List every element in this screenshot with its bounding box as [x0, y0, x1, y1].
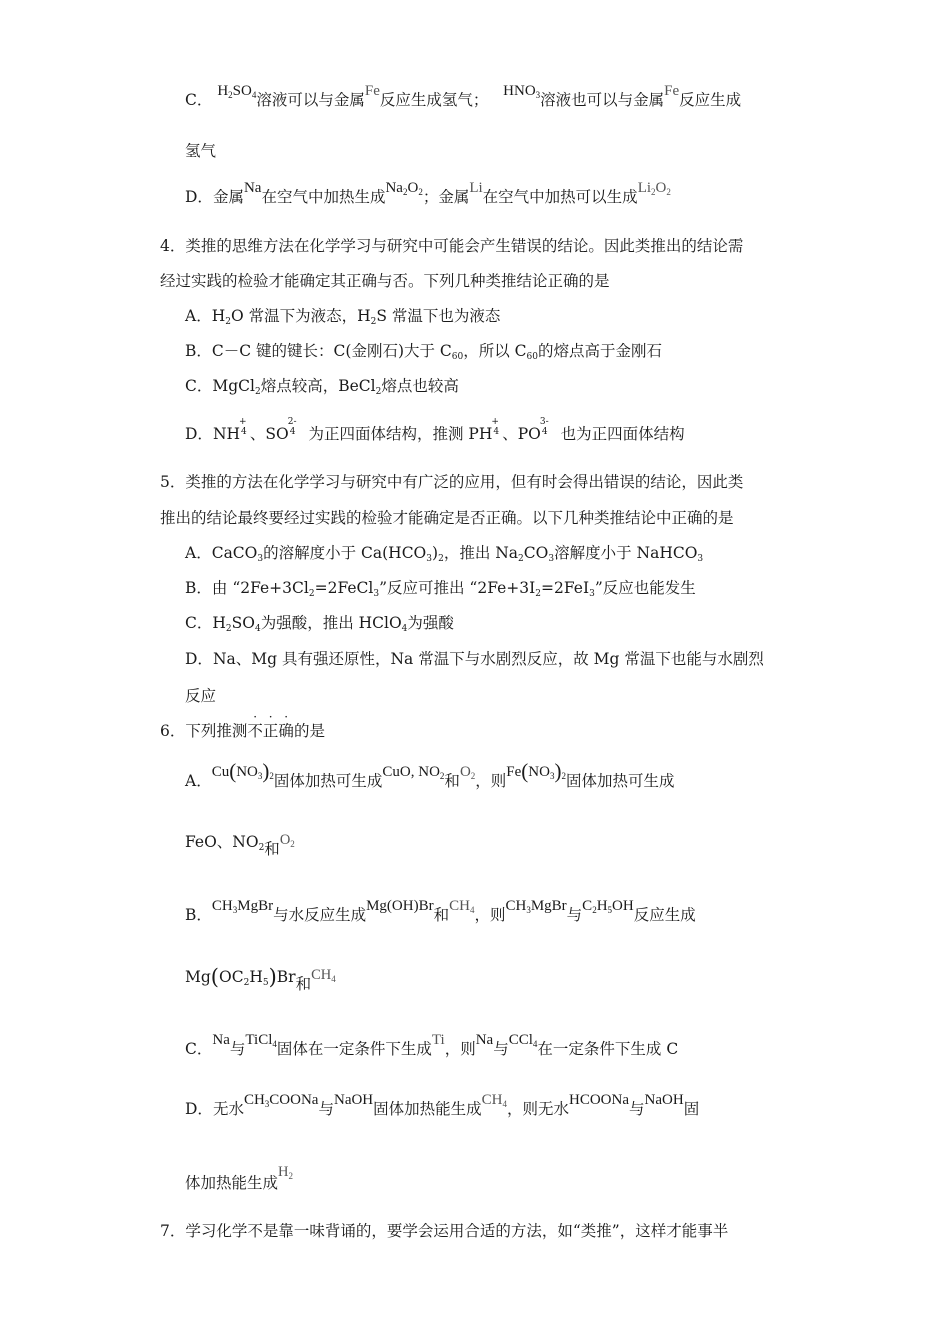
q6-option-a[interactable] [185, 759, 675, 796]
formula-ti: Ti [431, 1032, 445, 1048]
text: 与水反应生成 [273, 906, 367, 924]
formula-na: Na [243, 180, 262, 196]
text: 、 [502, 425, 518, 443]
q4-option-a[interactable]: A．$H_2O$ 常温下为液态，$H_2S$ 常温下也为液态 [185, 307, 501, 327]
formula-ch3coona: $CH_3COONa$ [243, 1092, 319, 1109]
formula-fe-no3-2: $Fe(NO_3)_2$ [506, 759, 566, 783]
text: 与 [318, 1100, 334, 1118]
text: 与 [629, 1100, 645, 1118]
text: 氢气 [185, 142, 217, 160]
text: 、 [249, 425, 266, 443]
ion-nh4: NH + 4 [212, 417, 247, 443]
text: 为正四面体结构，推测 [308, 425, 464, 443]
q5-option-c[interactable]: C．$H_2SO_4$为强酸，推出 HClO$_4$为强酸 [185, 614, 454, 634]
text: 也为正四面体结构 [560, 425, 685, 443]
text: O 常温下为液态，H [230, 307, 371, 325]
option-label: D． [185, 1100, 213, 1118]
text: 固 [683, 1100, 700, 1118]
text: MgCl [212, 377, 255, 395]
formula-li2o2: $Li_2O_2$ [637, 180, 671, 197]
formula-cu-no3-2: $Cu(NO_3)_2$ [211, 759, 274, 783]
q5-option-d[interactable] [185, 649, 764, 669]
formula-naoh: NaOH [644, 1092, 684, 1108]
formula-ticl4: TiCl$_4$ [245, 1032, 277, 1049]
text: ，所以 C [463, 342, 527, 360]
formula-ch3mgbr: $CH_3MgBr$ [211, 898, 274, 915]
formula-ch4: $CH_4$ [481, 1092, 507, 1109]
formula-ch4: $CH_4$ [311, 967, 336, 984]
text: ；金属 [422, 188, 470, 206]
q6-option-d-continued [185, 1164, 293, 1198]
text: ，则 [474, 906, 506, 924]
text: 溶解度小于 NaHCO [554, 544, 698, 562]
formula-c2h5oh: $C_2H_5OH$ [582, 898, 634, 915]
formula-h2: $H_2$ [278, 1164, 293, 1181]
q6-option-b-continued [185, 967, 336, 993]
text: H [212, 614, 226, 632]
text: 为强酸，推出 HClO [260, 614, 402, 632]
formula-fe: Fe [664, 83, 680, 99]
text: FeO、NO [185, 833, 259, 851]
option-label: A． [185, 307, 212, 325]
option-label: D． [185, 188, 213, 206]
option-label: B． [185, 342, 212, 360]
formula-cuo-no2: CuO, $NO_2$ [382, 764, 445, 781]
formula-o2: $O_2$ [279, 832, 295, 849]
q6-option-a-continued: FeO、$NO_2$和$O_2$ [185, 832, 295, 858]
q6-option-c[interactable] [185, 1032, 679, 1064]
formula-hno3: $HNO_3$ [503, 83, 541, 100]
formula-mgohbr: Mg(OH)Br [366, 898, 434, 914]
text: 溶液也可以与金属 [540, 91, 665, 109]
text: 溶液可以与金属 [256, 91, 365, 109]
text: ”反应可推出 “2Fe+3I [379, 579, 536, 597]
text: 在一定条件下生成 C [537, 1040, 679, 1058]
text: ”反应也能发生 [594, 579, 696, 597]
option-label: D． [185, 650, 213, 668]
text: C－C 键的键长：C(金刚石)大于 C [211, 342, 452, 360]
text: ，推出 Na [443, 544, 519, 562]
text: 反应生成氢气； [379, 91, 489, 109]
formula-hcoona: HCOONa [569, 1092, 630, 1108]
text: 和 [264, 840, 280, 858]
text: 反应生成 [633, 906, 696, 924]
option-label: C． [185, 377, 213, 395]
option-label: B． [185, 579, 212, 597]
formula-naoh: NaOH [333, 1092, 374, 1108]
emphasis-char: · 不 [247, 710, 263, 740]
q5-option-d-continued: 反应 [185, 687, 217, 705]
ion-ph4: PH + 4 [468, 417, 500, 443]
text: 和 [444, 772, 460, 790]
emphasis-char: · 正 [262, 710, 279, 740]
q3-option-c[interactable] [185, 83, 742, 115]
formula-mg-oc2h5-br: $Mg(OC_2H_5)Br$ [185, 965, 296, 989]
text: CaCO [211, 544, 258, 562]
formula-na: Na [212, 1032, 230, 1048]
q6-option-b[interactable] [185, 898, 696, 930]
option-label: B． [185, 906, 212, 924]
q7-stem: 7．学习化学不是靠一味背诵的，要学会运用合适的方法，如“类推”，这样才能事半 [160, 1222, 729, 1240]
formula-li: Li [469, 180, 483, 196]
text: SO [231, 614, 255, 632]
text: 反应生成 [679, 91, 742, 109]
text: ，则无水 [507, 1100, 570, 1118]
ion-po4: PO 3- 4 [517, 417, 549, 443]
text: ，则 [444, 1040, 476, 1058]
text: 熔点也较高 [381, 377, 459, 395]
text: 为强酸 [407, 614, 454, 632]
formula-fe: Fe [364, 83, 380, 99]
emphasis-char: · 确 [278, 710, 294, 740]
text: 下列推测 [185, 722, 248, 740]
text: S 常温下也为液态 [376, 307, 501, 325]
text: 和 [295, 975, 312, 993]
text: 在空气中加热可以生成 [482, 188, 638, 206]
text: 的熔点高于金刚石 [537, 342, 662, 360]
q4-stem-continued: 经过实践的检验才能确定其正确与否。下列几种类推结论正确的是 [160, 272, 610, 290]
q5-option-b[interactable]: B．由 “$2Fe+3Cl_2=2FeCl_3$”反应可推出 “$2Fe+3I_2=2FeI_3$”反应也能发生 [185, 579, 696, 599]
option-label: D． [185, 425, 213, 443]
text: 固体加热可生成 [273, 772, 383, 790]
text: 的溶解度小于 Ca(HCO [263, 544, 427, 562]
option-label: C． [185, 1040, 213, 1058]
q3-option-c-continued [185, 141, 216, 161]
option-label: A． [185, 544, 212, 562]
text: 与 [229, 1040, 246, 1058]
text: 体加热能生成 [185, 1174, 279, 1192]
q5-stem: 5．类推的方法在化学学习与研究中有广泛的应用，但有时会得出错误的结论，因此类 [160, 473, 744, 491]
text: =2FeCl [314, 579, 374, 597]
text: 由 “2Fe+3Cl [211, 579, 309, 597]
text: Na、Mg 具有强还原性，Na 常温下与水剧烈反应，故 Mg 常温下也能与水剧烈 [212, 650, 764, 668]
q5-stem-continued: 推出的结论最终要经过实践的检验才能确定是否正确。以下几种类推结论中正确的是 [160, 509, 734, 527]
text: 与 [493, 1040, 509, 1058]
formula-ch3mgbr: $CH_3MgBr$ [505, 898, 567, 915]
option-label: C． [185, 91, 213, 109]
q6-option-d[interactable] [185, 1092, 700, 1124]
text: ) [432, 544, 439, 562]
q5-option-a[interactable]: A．CaCO$_3$的溶解度小于 $Ca(HCO_3)_2$，推出 $Na_2CO_3$溶解度小于 NaHCO$_3$ [185, 544, 704, 564]
text: 熔点较高，BeCl [260, 377, 376, 395]
formula-h2so4: $H_2SO_4$ [217, 83, 257, 100]
question-number: 6． [160, 722, 186, 740]
text: 与 [566, 906, 583, 924]
q6-stem [160, 710, 325, 741]
q4-option-d[interactable] [185, 417, 685, 444]
text: =2FeI [541, 579, 590, 597]
option-label: C． [185, 614, 213, 632]
text: 固体加热可生成 [565, 772, 675, 790]
text: 的是 [293, 722, 325, 740]
q4-option-c[interactable]: C．MgCl$_2$熔点较高，BeCl$_2$熔点也较高 [185, 377, 459, 397]
formula-na2o2: $Na_2O_2$ [385, 180, 423, 197]
formula-na: Na [475, 1032, 494, 1048]
text: H [211, 307, 226, 325]
q3-option-d[interactable] [185, 180, 671, 212]
text: 固体在一定条件下生成 [276, 1040, 432, 1058]
formula-ccl4: CCl$_4$ [508, 1032, 538, 1049]
q4-stem: 4．类推的思维方法在化学学习与研究中可能会产生错误的结论。因此类推出的结论需 [160, 237, 744, 255]
ion-so4: SO 2- 4 [265, 417, 297, 443]
text: 金属 [212, 188, 244, 206]
q4-option-b[interactable]: B．C－C 键的键长：C(金刚石)大于 $C_{60}$，所以 $C_{60}$的熔点高于金刚石 [185, 342, 662, 362]
text: 在空气中加热生成 [261, 188, 386, 206]
option-label: A． [185, 772, 212, 790]
text: 和 [433, 906, 450, 924]
text: ，则 [475, 772, 507, 790]
text: 固体加热能生成 [373, 1100, 482, 1118]
formula-ch4: $CH_4$ [449, 898, 475, 915]
formula-o2: $O_2$ [459, 764, 476, 781]
text: 无水 [212, 1100, 244, 1118]
text: CO [523, 544, 549, 562]
